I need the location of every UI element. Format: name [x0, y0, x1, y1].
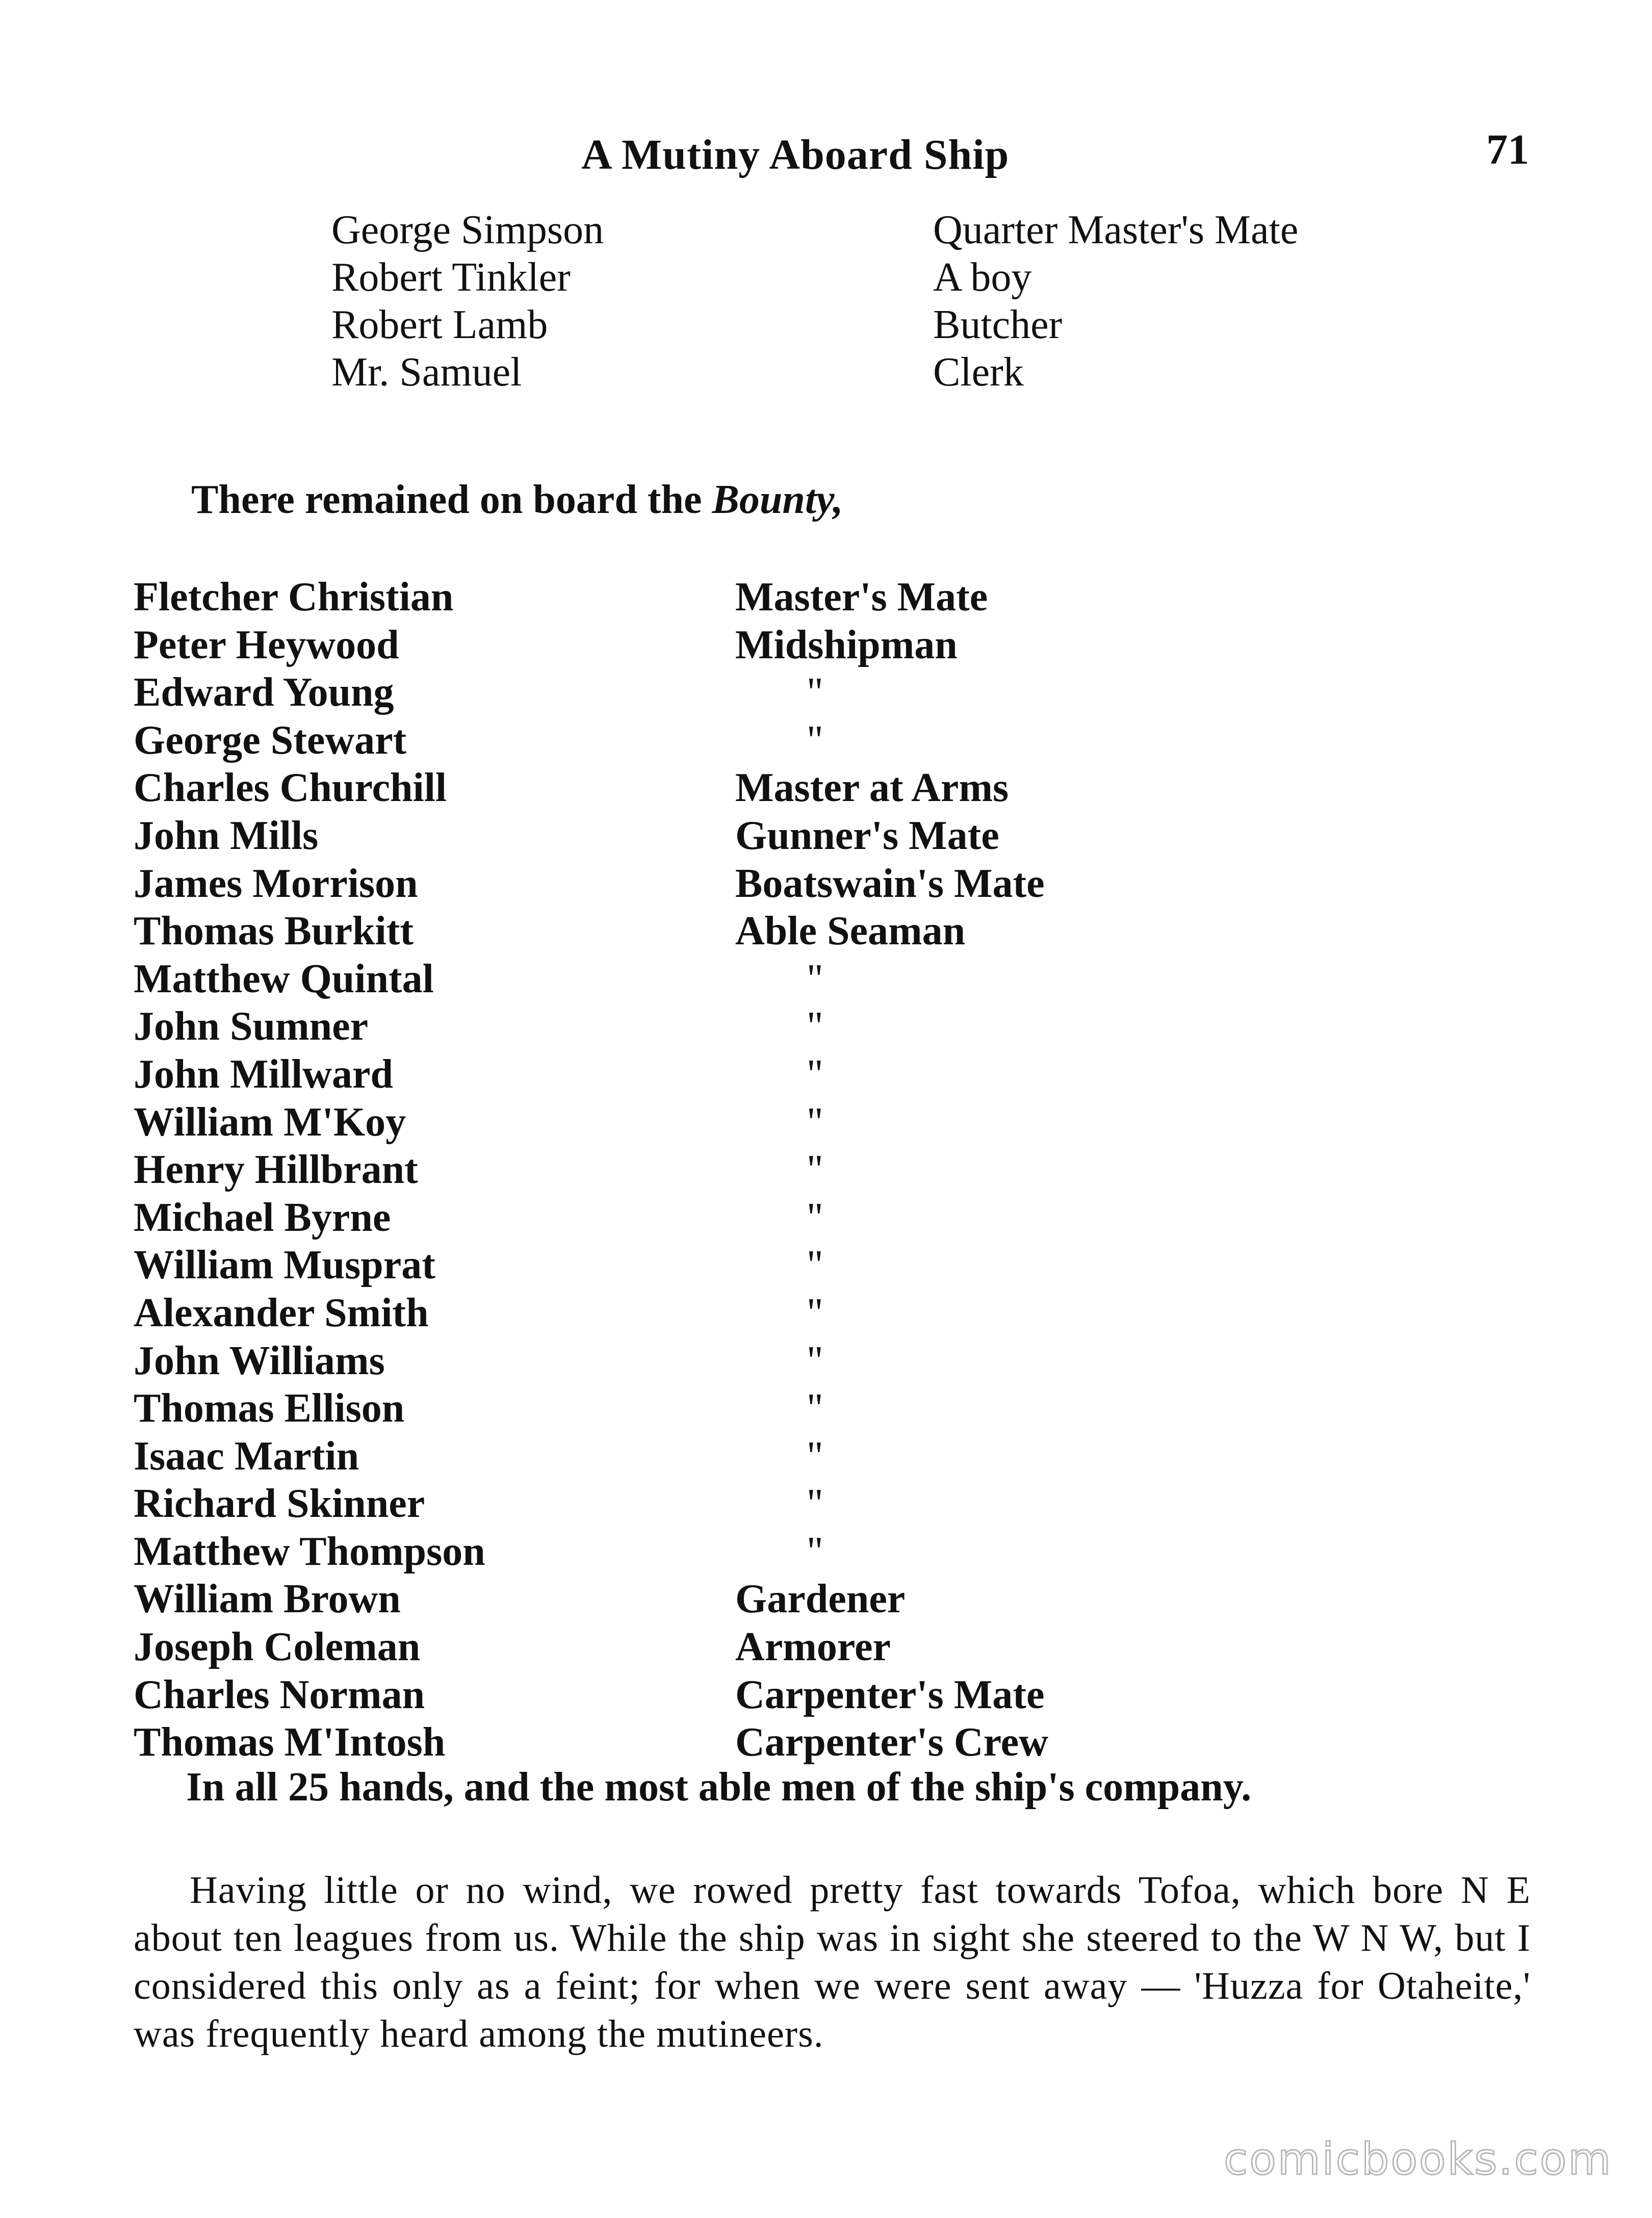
- list-item: [134, 1099, 1510, 1147]
- crew-role: Boatswain's Mate: [735, 861, 1045, 906]
- crew-name: Charles Churchill: [134, 765, 447, 811]
- crew-role: ": [807, 1147, 823, 1193]
- crew-name: William Brown: [134, 1577, 401, 1622]
- list-item: [331, 207, 1504, 254]
- list-item: [134, 1146, 1510, 1194]
- crew-role: Butcher: [933, 302, 1063, 347]
- list-item: [134, 1385, 1510, 1433]
- top-crew-list: [331, 207, 1504, 396]
- crew-name: George Stewart: [134, 717, 407, 763]
- crew-role: ": [807, 1195, 823, 1240]
- list-item: [134, 1194, 1510, 1242]
- crew-name: John Mills: [134, 813, 319, 858]
- crew-name: James Morrison: [134, 861, 418, 906]
- body-paragraph: Having little or no wind, we rowed pretty fast towards Tofoa, which bore N E about ten leagues from us. While the ship was in sight she steered to the W N W, but I considered this only as a feint; for when we were sent away — 'Huzza for Otaheite,' was frequently heard among the mutineers.: [134, 1869, 1531, 2055]
- list-item: [134, 764, 1510, 812]
- running-head: A Mutiny Aboard Ship: [581, 131, 1010, 178]
- list-item: [331, 349, 1504, 396]
- list-item: [134, 956, 1510, 1003]
- crew-role: Master's Mate: [735, 575, 988, 620]
- crew-role: ": [807, 956, 823, 1001]
- crew-name: Robert Tinkler: [331, 255, 571, 300]
- list-item: [134, 622, 1510, 669]
- list-item: [134, 1337, 1510, 1385]
- ship-name: Bounty,: [712, 477, 843, 522]
- intro-line: [191, 477, 843, 523]
- crew-role: ": [807, 670, 823, 715]
- crew-role: Clerk: [933, 350, 1024, 395]
- list-item: [134, 860, 1510, 908]
- crew-role: Armorer: [735, 1624, 891, 1670]
- total-line: In all 25 hands, and the most able men of the ship's company.: [186, 1765, 1252, 1810]
- intro-text: There remained on board the: [191, 477, 712, 522]
- crew-role: Midshipman: [735, 622, 958, 667]
- list-item: [134, 1671, 1510, 1719]
- watermark: comicbooks.com: [1224, 2134, 1613, 2185]
- crew-name: John Sumner: [134, 1004, 369, 1049]
- list-item: [134, 1242, 1510, 1289]
- crew-name: Thomas Burkitt: [134, 909, 414, 954]
- crew-role: ": [807, 1386, 823, 1431]
- crew-role: ": [807, 1529, 823, 1574]
- crew-role: ": [807, 1338, 823, 1383]
- crew-role: Able Seaman: [735, 909, 966, 954]
- list-item: [134, 1289, 1510, 1337]
- crew-name: William M'Koy: [134, 1099, 406, 1145]
- crew-role: ": [807, 1290, 823, 1335]
- crew-name: Michael Byrne: [134, 1195, 391, 1240]
- crew-name: Edward Young: [134, 670, 394, 715]
- crew-role: ": [807, 717, 823, 763]
- list-item: [134, 812, 1510, 860]
- list-item: [331, 254, 1504, 301]
- list-item: [331, 301, 1504, 349]
- list-item: [134, 1623, 1510, 1671]
- crew-role: ": [807, 1433, 823, 1479]
- crew-role: Gunner's Mate: [735, 813, 999, 858]
- crew-name: John Millward: [134, 1051, 393, 1097]
- crew-name: Matthew Quintal: [134, 956, 434, 1001]
- crew-role: Quarter Master's Mate: [933, 208, 1299, 252]
- list-item: [134, 669, 1510, 717]
- list-item: [134, 1433, 1510, 1481]
- crew-name: Richard Skinner: [134, 1481, 425, 1527]
- list-item: [134, 574, 1510, 622]
- crew-role: ": [807, 1481, 823, 1527]
- list-item: [134, 717, 1510, 765]
- list-item: [134, 908, 1510, 956]
- list-item: [134, 1528, 1510, 1576]
- crew-name: Robert Lamb: [331, 302, 548, 347]
- crew-name: Charles Norman: [134, 1672, 425, 1717]
- crew-role: A boy: [933, 255, 1032, 300]
- crew-role: ": [807, 1004, 823, 1049]
- list-item: [134, 1003, 1510, 1051]
- crew-role: ": [807, 1099, 823, 1145]
- crew-role: ": [807, 1051, 823, 1097]
- crew-role: ": [807, 1243, 823, 1288]
- crew-role: Carpenter's Mate: [735, 1672, 1045, 1717]
- crew-name: Joseph Coleman: [134, 1624, 421, 1670]
- list-item: [134, 1719, 1510, 1767]
- crew-name: George Simpson: [331, 208, 604, 252]
- list-item: [134, 1051, 1510, 1099]
- list-item: [134, 1576, 1510, 1623]
- crew-role: Carpenter's Crew: [735, 1720, 1048, 1765]
- crew-name: Mr. Samuel: [331, 350, 522, 395]
- crew-role: Gardener: [735, 1577, 906, 1622]
- crew-name: Thomas Ellison: [134, 1386, 405, 1431]
- crew-name: Peter Heywood: [134, 622, 399, 667]
- list-item: [134, 1480, 1510, 1528]
- crew-name: Thomas M'Intosh: [134, 1720, 446, 1765]
- crew-name: Fletcher Christian: [134, 575, 454, 620]
- crew-name: Alexander Smith: [134, 1290, 429, 1335]
- crew-role: Master at Arms: [735, 765, 1009, 811]
- crew-name: Henry Hillbrant: [134, 1147, 418, 1193]
- crew-name: Matthew Thompson: [134, 1529, 485, 1574]
- crew-name: John Williams: [134, 1338, 385, 1383]
- page-number: 71: [1486, 126, 1529, 173]
- bounty-crew-list: [134, 574, 1510, 1767]
- crew-name: William Musprat: [134, 1243, 435, 1288]
- crew-name: Isaac Martin: [134, 1433, 359, 1479]
